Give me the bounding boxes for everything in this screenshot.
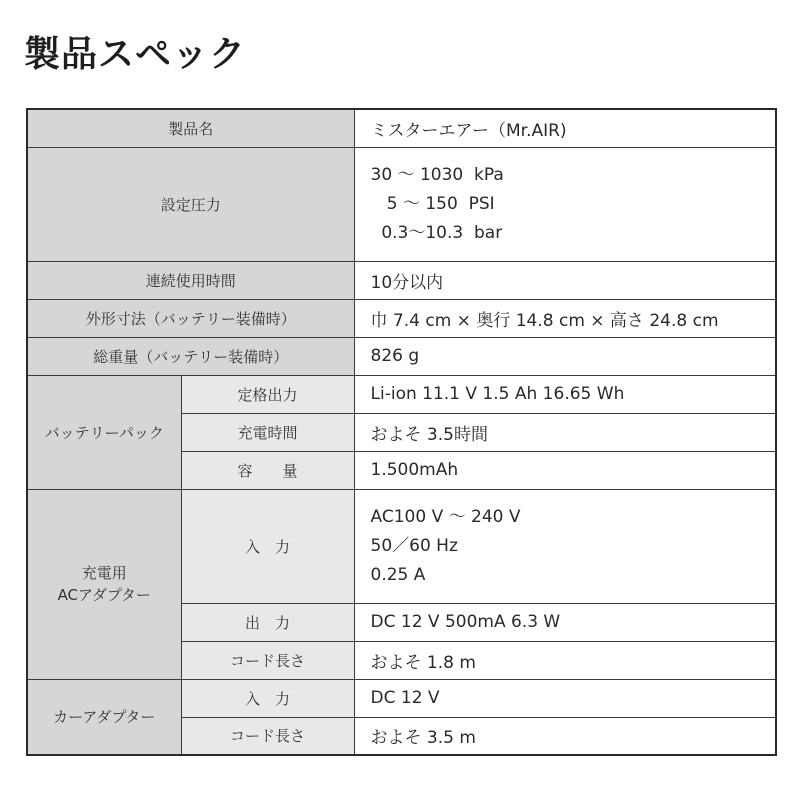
battery-charge-time-value: およそ 3.5時間 xyxy=(354,413,776,451)
battery-charge-time-label: 充電時間 xyxy=(181,413,354,451)
battery-rated-output-label: 定格出力 xyxy=(181,375,354,413)
table-row-continuous-use xyxy=(27,261,776,299)
pressure-kpa: 30 ～ 1030 kPa xyxy=(370,164,504,185)
ac-adapter-label-line2: ACアダプター xyxy=(57,586,151,604)
car-input-value: DC 12 V xyxy=(354,679,776,717)
table-row-battery-rated-output xyxy=(27,375,776,413)
weight-label: 総重量（バッテリー装備時） xyxy=(27,337,354,375)
table-row-weight xyxy=(27,337,776,375)
dimensions-label: 外形寸法（バッテリー装備時） xyxy=(27,299,354,337)
ac-cord-length-value: およそ 1.8 m xyxy=(354,641,776,679)
ac-input-value xyxy=(354,489,776,603)
battery-rated-output-value: Li-ion 11.1 V 1.5 Ah 16.65 Wh xyxy=(354,375,776,413)
product-name-label: 製品名 xyxy=(27,109,354,147)
ac-input-current: 0.25 A xyxy=(370,564,426,585)
ac-output-value: DC 12 V 500mA 6.3 W xyxy=(354,603,776,641)
table-row-product-name xyxy=(27,109,776,147)
table-row-pressure xyxy=(27,147,776,261)
car-input-label: 入 力 xyxy=(181,679,354,717)
page-title: 製品スペック xyxy=(24,34,247,75)
car-cord-length-label: コード長さ xyxy=(181,717,354,755)
pressure-value xyxy=(354,147,776,261)
table-row-ac-input xyxy=(27,489,776,603)
table-row-car-input xyxy=(27,679,776,717)
weight-value: 826 g xyxy=(354,337,776,375)
car-adapter-group-label: カーアダプター xyxy=(27,679,181,755)
ac-input-label: 入 力 xyxy=(181,489,354,603)
car-cord-length-value: およそ 3.5 m xyxy=(354,717,776,755)
ac-adapter-label-line1: 充電用 xyxy=(81,564,127,582)
ac-input-voltage: AC100 V ～ 240 V xyxy=(370,506,521,527)
ac-cord-length-label: コード長さ xyxy=(181,641,354,679)
ac-output-label: 出 力 xyxy=(181,603,354,641)
battery-capacity-label: 容 量 xyxy=(181,451,354,489)
ac-input-frequency: 50／60 Hz xyxy=(370,535,458,556)
product-name-value: ミスターエアー（Mr.AIR) xyxy=(354,109,776,147)
dimensions-value: 巾 7.4 cm × 奥行 14.8 cm × 高さ 24.8 cm xyxy=(354,299,776,337)
pressure-label: 設定圧力 xyxy=(27,147,354,261)
battery-group-label: バッテリーパック xyxy=(27,375,181,489)
continuous-use-value: 10分以内 xyxy=(354,261,776,299)
continuous-use-label: 連続使用時間 xyxy=(27,261,354,299)
ac-adapter-group-label xyxy=(27,489,181,679)
battery-capacity-value: 1.500mAh xyxy=(354,451,776,489)
table-row-dimensions xyxy=(27,299,776,337)
spec-table xyxy=(26,108,777,756)
pressure-psi: 5 ～ 150 PSI xyxy=(370,193,495,214)
pressure-bar: 0.3～10.3 bar xyxy=(370,222,503,243)
